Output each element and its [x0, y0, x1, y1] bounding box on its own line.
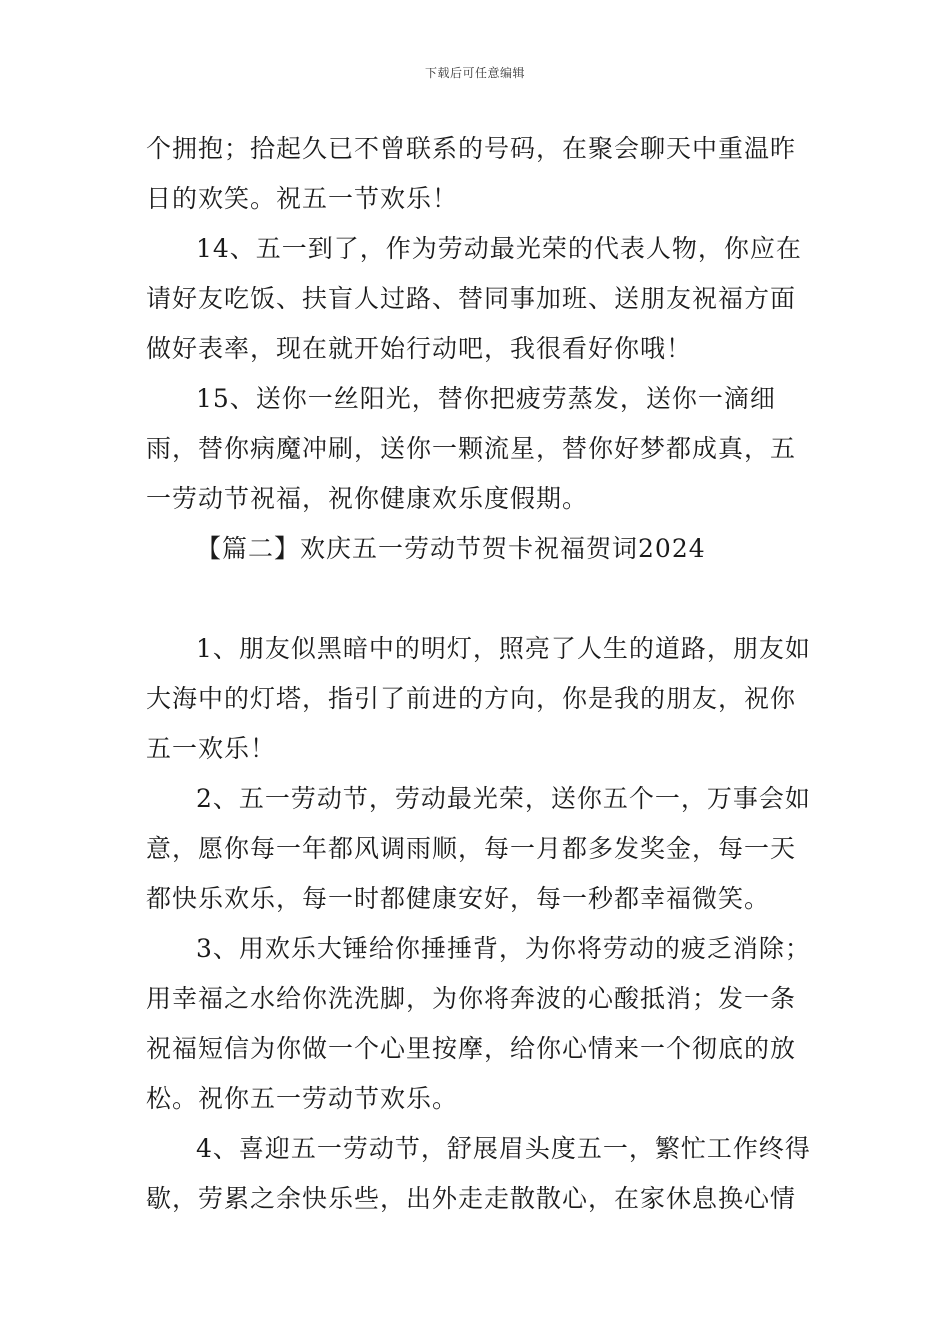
paragraph-14: 14、五一到了，作为劳动最光荣的代表人物，你应在请好友吃饭、扶盲人过路、替同事加班、送朋友祝福方面做好表率，现在就开始行动吧，我很看好你哦！ [146, 234, 802, 363]
paragraph-continued: 个拥抱；拾起久已不曾联系的号码，在聚会聊天中重温昨日的欢笑。祝五一节欢乐！ [146, 134, 797, 213]
list-item-4: 4、喜迎五一劳动节，舒展眉头度五一，繁忙工作终得歇，劳累之余快乐些，出外走走散散心，在家休息换心情 [146, 1134, 811, 1213]
list-item-1: 1、朋友似黑暗中的明灯，照亮了人生的道路，朋友如大海中的灯塔，指引了前进的方向，你是我的朋友，祝你五一欢乐！ [146, 634, 811, 763]
document-body [146, 124, 814, 1224]
list-item-3: 3、用欢乐大锤给你捶捶背，为你将劳动的疲乏消除；用幸福之水给你洗洗脚，为你将奔波的心酸抵消；发一条祝福短信为你做一个心里按摩，给你心情来一个彻底的放松。祝你五一劳动节欢乐。 [146, 934, 811, 1113]
paragraph-15: 15、送你一丝阳光，替你把疲劳蒸发，送你一滴细雨，替你病魔冲刷，送你一颗流星，替你好梦都成真，五一劳动节祝福，祝你健康欢乐度假期。 [146, 384, 797, 513]
section-title: 【篇二】欢庆五一劳动节贺卡祝福贺词2024 [196, 534, 706, 563]
spacer [146, 574, 814, 624]
page-header: 下载后可任意编辑 [424, 66, 525, 80]
list-item-2: 2、五一劳动节，劳动最光荣，送你五个一，万事会如意，愿你每一年都风调雨顺，每一月都多发奖金，每一天都快乐欢乐，每一时都健康安好，每一秒都幸福微笑。 [146, 784, 811, 913]
